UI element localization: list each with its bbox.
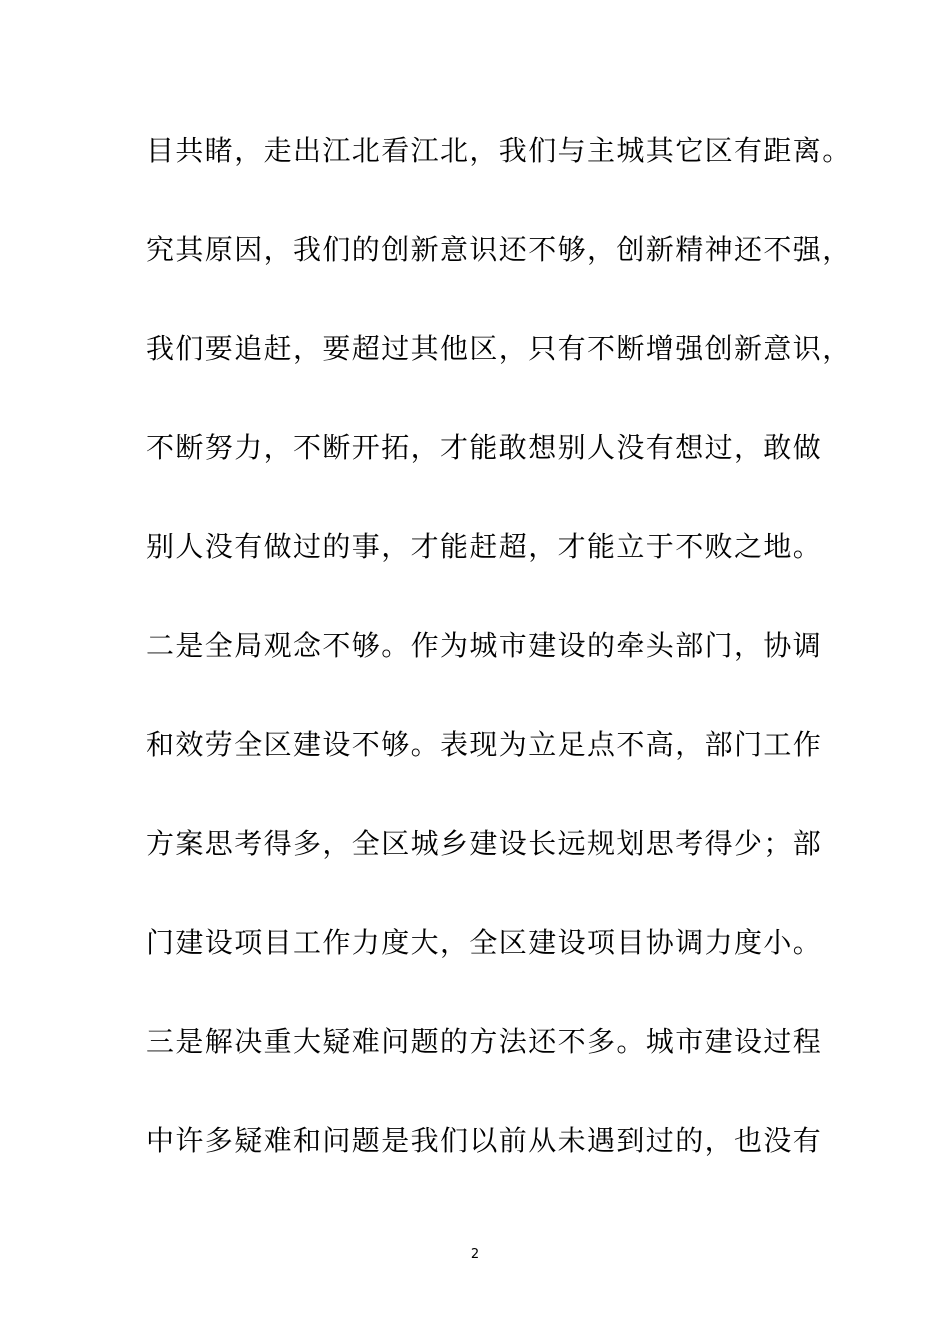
- text-line: 目共睹，走出江北看江北，我们与主城其它区有距离。: [146, 134, 852, 167]
- text-line: 三是解决重大疑难问题的方法还不多。城市建设过程: [146, 1025, 823, 1058]
- text-line: 方案思考得多，全区城乡建设长远规划思考得少；部: [146, 827, 823, 860]
- text-line: 我们要追赶，要超过其他区，只有不断增强创新意识，: [146, 332, 852, 365]
- text-line: 究其原因，我们的创新意识还不够，创新精神还不强，: [146, 233, 852, 266]
- text-line: 中许多疑难和问题是我们以前从未遇到过的，也没有: [146, 1124, 823, 1157]
- text-line: 门建设项目工作力度大，全区建设项目协调力度小。: [146, 926, 823, 959]
- text-line: 别人没有做过的事，才能赶超，才能立于不败之地。: [146, 530, 823, 563]
- text-line: 二是全局观念不够。作为城市建设的牵头部门，协调: [146, 629, 823, 662]
- page-number: 2: [470, 1247, 480, 1262]
- text-line: 和效劳全区建设不够。表现为立足点不高，部门工作: [146, 728, 823, 761]
- text-line: 不断努力，不断开拓，才能敢想别人没有想过，敢做: [146, 431, 823, 464]
